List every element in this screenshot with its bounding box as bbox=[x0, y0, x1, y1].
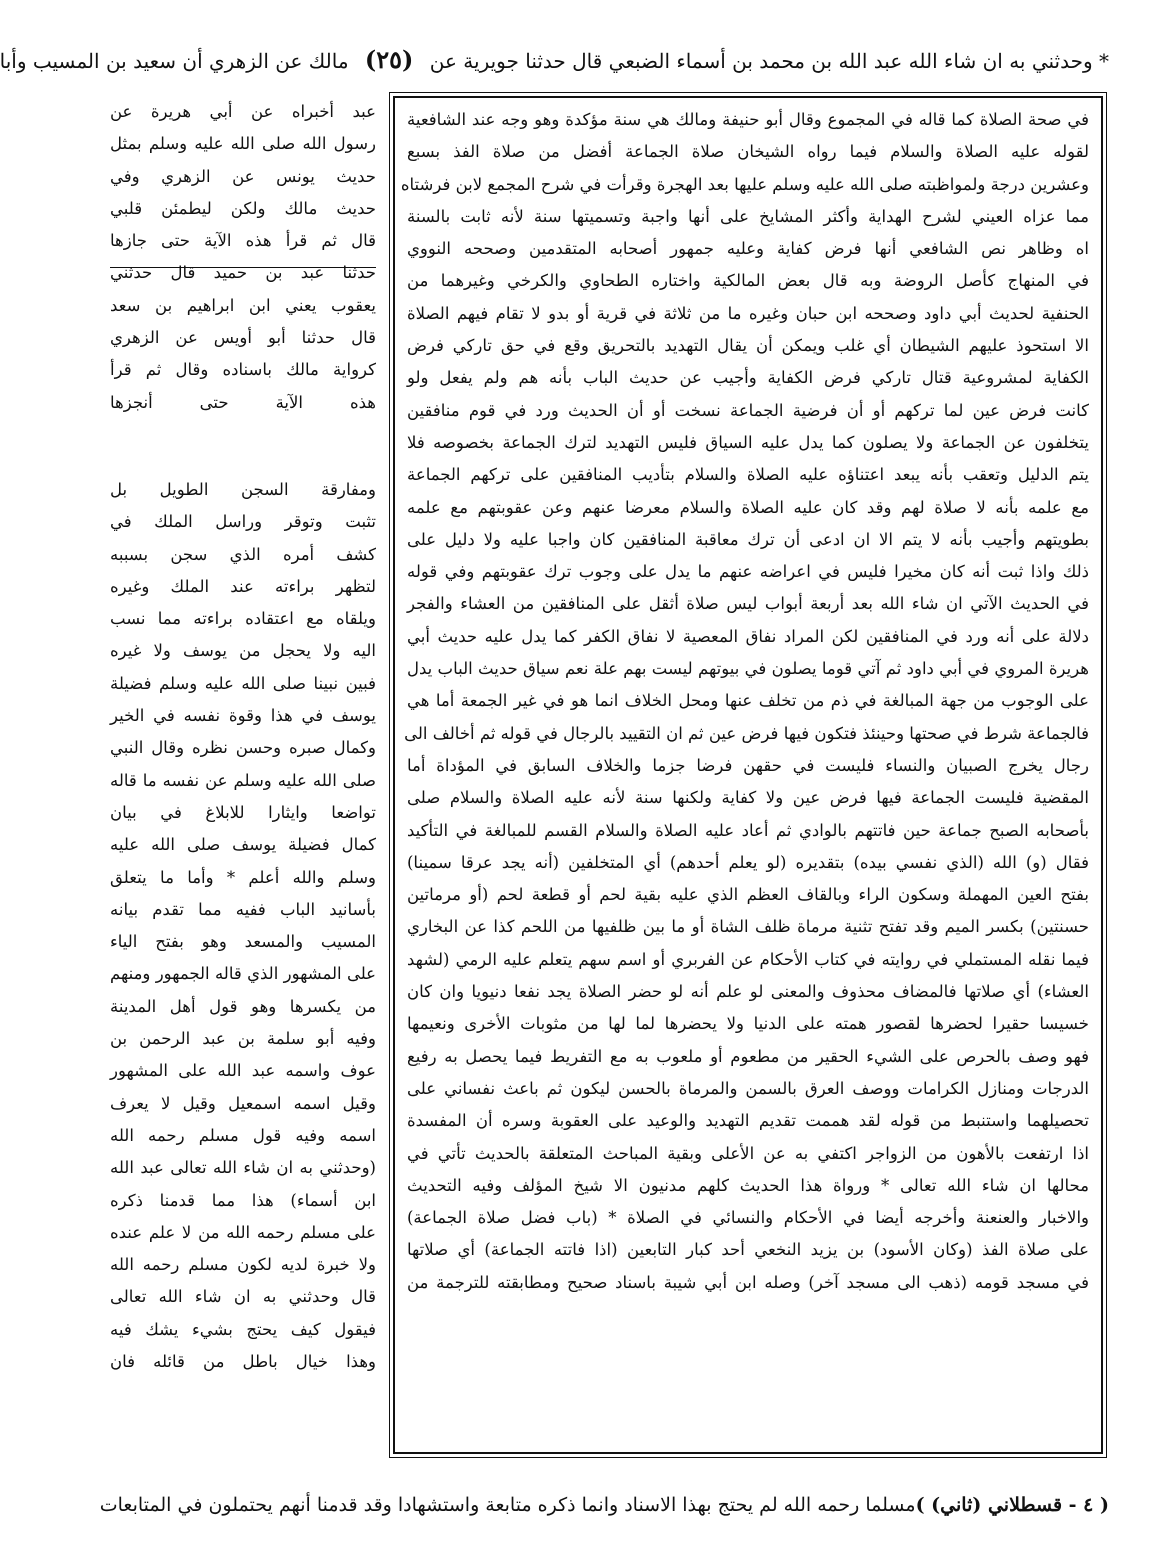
commentary-line: اه وظاهر نص الشافعي أنها فرض كفاية وعليه جمهور أصحابه المتقدمين وصححه النووي bbox=[407, 239, 1089, 259]
side-commentary-line: اسمه وفيه قول مسلم رحمه الله bbox=[110, 1125, 376, 1145]
commentary-line: هريرة المروي في أبي داود ثم آتي قوما يصلون في بيوتهم ليست بهم علة نعم سياق حديث الباب يدل bbox=[407, 659, 1089, 679]
commentary-line: والاخبار والعنعنة وأخرجه أيضا في الأحكام والنسائي في الصلاة * (باب فضل صلاة الجماعة) bbox=[407, 1208, 1089, 1228]
hadith-line: قال ثم قرأ هذه الآية حتى جازها bbox=[110, 231, 376, 251]
side-commentary-line: وسلم والله أعلم * وأما ما يتعلق bbox=[110, 867, 376, 887]
page-header bbox=[0, 38, 1109, 83]
commentary-line: فهو وصف بالحرص على الشيء الحقير من مطعوم أو ملعوب به مع التفريط فيما يحصل به رفيع bbox=[407, 1046, 1089, 1066]
commentary-line: دلالة على أنه ورد في المنافقين لكن المراد نفاق المعصية لا نفاق الكفر كما يدل عليه حديث أبي bbox=[407, 626, 1089, 646]
side-commentary-line: على المشهور الذي قاله الجمهور ومنهم bbox=[110, 964, 376, 984]
side-commentary-line: ومفارقة السجن الطويل بل bbox=[110, 480, 376, 499]
header-right-text: * وحدثني به ان شاء الله عبد الله بن محمد بن أسماء الضبعي قال حدثنا جويرية عن bbox=[429, 49, 1109, 73]
commentary-line: لقوله عليه الصلاة والسلام فيما رواه الشيخان صلاة الجماعة أفضل من صلاة الفذ بسبع bbox=[407, 142, 1089, 162]
commentary-line: خسيسا حقيرا لحضرها لقصور همته على الدنيا ولا يحضرها لما لها من مثوبات الأخرى ونعيمها bbox=[407, 1014, 1089, 1034]
side-commentary-line: عوف واسمه عبد الله على المشهور bbox=[110, 1061, 376, 1081]
side-commentary-line: ابن أسماء) هذا مما قدمنا ذكره bbox=[110, 1190, 376, 1210]
hadith-text-top bbox=[110, 96, 376, 412]
commentary-line: بفتح العين المهملة وسكون الراء وبالقاف العظم الذي عليه بقية لحم أو قطعة لحم (أو مرماتين bbox=[407, 885, 1089, 905]
commentary-line: فالجماعة شرط في صحتها وحينئذ فتكون فيها فرض عين ثم ان التقييد بالرجال في قوله ثم أخالف الى bbox=[404, 723, 1089, 743]
commentary-line: في المنهاج كأصل الروضة وبه قال بعض المالكية واختاره الطحاوي والكرخي وغيرهما من bbox=[407, 271, 1089, 291]
side-commentary-line: فبين نبينا صلى الله عليه وسلم فضيلة bbox=[110, 673, 376, 693]
footer-signature: ( ٤ - قسطلاني (ثاني) ) bbox=[915, 1494, 1109, 1516]
side-commentary-line: كمال فضيلة يوسف صلى الله عليه bbox=[110, 835, 376, 855]
side-commentary-line: على مسلم رحمه الله من لا علم عنده bbox=[110, 1222, 376, 1242]
side-commentary-line: فيقول كيف يحتج بشيء يشك فيه bbox=[110, 1319, 376, 1339]
side-commentary-line: (وحدثني به ان شاء الله تعالى عبد الله bbox=[110, 1158, 376, 1178]
side-commentary-line: المسيب والمسعد وهو بفتح الياء bbox=[110, 932, 376, 952]
commentary-line: الحنفية لحديث أبي داود وصححه ابن حبان وغيره ما من ثلاثة في قرية أو بدو لا تقام فيهم الصلاة bbox=[407, 303, 1089, 323]
commentary-line: في صحة الصلاة كما قاله في المجموع وقال أبو حنيفة ومالك هي سنة مؤكدة وهو وجه عند الشافعية bbox=[407, 110, 1089, 129]
side-commentary-line: وهذا خيال باطل من قائله فان bbox=[110, 1352, 376, 1372]
commentary-line: وعشرين درجة ولمواظبته صلى الله عليه وسلم عليها بعد الهجرة وقرأت في شرح المجمع لابن فرشتاه bbox=[400, 174, 1089, 194]
commentary-line: على صلاة الفذ (وكان الأسود) بن يزيد النخعي أحد كبار التابعين (اذا فاتته الجماعة) أي صلاتها bbox=[407, 1240, 1089, 1260]
commentary-line: على الوجوب من جهة المبالغة في ذم من تخلف عنها ومحل الخلاف انما هو في غير الجمعة أما هي bbox=[407, 691, 1089, 711]
commentary-line: فقال (و) الله (الذي نفسي بيده) بتقديره (لو يعلم أحدهم) أي المتخلفين (أنه يجد عرقا سمينا) bbox=[407, 852, 1089, 872]
commentary-line: محالها ان شاء الله تعالى * ورواة هذا الحديث كلهم مدنيون الا شيخ المؤلف وفيه التحديث bbox=[407, 1175, 1089, 1195]
side-commentary-line: يوسف في هذا وقوة نفسه في الخير bbox=[110, 706, 376, 726]
commentary-line: مع علمه بأنه لا صلاة لهم وقد كان عليه الصلاة والسلام معرضا عنهم وعن عقوبتهم مع علمه bbox=[407, 497, 1089, 517]
commentary-line: مما عزاه العيني لشرح الهداية وأكثر المشايخ على أنها واجبة وتسميتها سنة لأنه ثابت بالسنة bbox=[407, 206, 1089, 226]
hadith-line: حديث مالك ولكن ليطمئن قلبي bbox=[110, 198, 376, 218]
nawawi-commentary bbox=[110, 474, 376, 1459]
hadith-line: كرواية مالك باسناده وقال ثم قرأ bbox=[110, 360, 376, 380]
side-commentary-line: وفيه أبو سلمة بن عبد الرحمن بن bbox=[110, 1029, 376, 1049]
commentary-line: تحصيلهما واستنبط من قوله لقد هممت تقديم التهديد والوعيد على العقوبة وسره أن المفسدة bbox=[407, 1111, 1089, 1131]
commentary-line: الكفاية لمشروعية قتال تاركي فرض الكفاية وأجيب عن حديث الباب بأنه هم ولم يفعل ولو bbox=[407, 368, 1089, 388]
side-commentary-line: وكمال صبره وحسن نظره وقال النبي bbox=[110, 738, 376, 758]
hadith-line: حديث يونس عن الزهري وفي bbox=[110, 166, 376, 186]
commentary-line: فيما نقله المستملي في روايته في كتاب الأحكام عن الفربري أو اسم سهم يتعلم عليه الرمي (لشهد bbox=[407, 949, 1089, 969]
hadith-line: قال حدثنا أبو أويس عن الزهري bbox=[110, 328, 376, 348]
hadith-line: حدثنا عبد بن حميد قال حدثني bbox=[110, 263, 376, 283]
commentary-line: حسنتين) بكسر الميم وقد تفتح تثنية مرماة ظلف الشاة أو ما بين ظلفيها من اللحم كذا عن البخاري bbox=[407, 917, 1089, 937]
header-left-text: مالك عن الزهري أن سعيد بن المسيب وأبا bbox=[0, 49, 349, 73]
commentary-line: الا استحوذ عليهم الشيطان أي غلب ويمكن أن يقال التهديد بالتحريق وقع في حق تاركي فرض bbox=[407, 336, 1089, 356]
side-commentary-line: تواضعا وايثارا للابلاغ في بيان bbox=[110, 802, 376, 822]
commentary-frame bbox=[393, 96, 1103, 1454]
hadith-line: رسول الله صلى الله عليه وسلم بمثل bbox=[110, 134, 376, 154]
side-commentary-line: وقيل اسمه اسمعيل وقيل لا يعرف bbox=[110, 1093, 376, 1113]
commentary-line: رجال يخرج الصبيان والنساء فليست في حقهن فرضا جزما والخلاف السابق في المؤداة أما bbox=[407, 755, 1089, 775]
side-commentary-line: لتظهر براءته عند الملك وغيره bbox=[110, 576, 376, 596]
page-footer bbox=[99, 1485, 1109, 1525]
footer-text: مسلما رحمه الله لم يحتج بهذا الاسناد وانما ذكره متابعة واستشهادا وقد قدمنا أنهم يحتملون في المتابعات bbox=[99, 1494, 916, 1516]
commentary-line: ذلك واذا ثبت أنه كان مخيرا فليس في اعراضه عنهم ما يدل على وجوب ترك عقوبتهم وفي قوله bbox=[407, 562, 1089, 582]
side-commentary-line: ويلقاه مع اعتقاده براءته مما نسب bbox=[110, 609, 376, 629]
commentary-line: يتم الدليل وتعقب بأنه يبعد اعتناؤه عليه الصلاة والسلام بتأديب المنافقين على تركهم الجماعة bbox=[407, 465, 1089, 485]
column-divider bbox=[110, 267, 376, 268]
hadith-line: عبد أخبراه عن أبي هريرة عن bbox=[110, 102, 376, 121]
commentary-line: في مسجد قومه (ذهب الى مسجد آخر) وصله ابن أبي شيبة باسناد صحيح ومطابقته للترجمة من bbox=[407, 1272, 1089, 1292]
side-commentary-line: بأسانيد الباب ففيه مما تقدم بيانه bbox=[110, 899, 376, 919]
commentary-line: العشاء) أي صلاتها فالمضاف محذوف والمعنى لو علم أنه لو حضر الصلاة يجد نفعا دنيويا وان كان bbox=[407, 982, 1089, 1002]
side-commentary-line: صلى الله عليه وسلم عن نفسه ما قاله bbox=[110, 770, 376, 790]
side-commentary-line: تثبت وتوقر وراسل الملك في bbox=[110, 512, 376, 532]
commentary-line: يتخلفون عن الجماعة ولا يصلون كما يدل عليه السياق فليس التهديد لترك الجماعة بخصوصه فلا bbox=[407, 432, 1089, 452]
commentary-line: في الحديث الآتي ان شاء الله بعد أربعة أبواب ليس صلاة أثقل على المنافقين من العشاء والفجر bbox=[407, 594, 1089, 614]
side-commentary-line: قال وحدثني به ان شاء الله تعالى bbox=[110, 1287, 376, 1307]
commentary-line: الدرجات ومنازل الكرامات ووصف العرق بالسمن والمرماة بالحسن ليكون ثم باعث نفساني على bbox=[407, 1078, 1089, 1098]
side-commentary-line: ولا خبرة لديه لكون مسلم رحمه الله bbox=[110, 1255, 376, 1275]
side-commentary-line: من يكسرها وهو قول أهل المدينة bbox=[110, 996, 376, 1016]
commentary-line: بأصحابه الصبح جماعة حين فاتتهم بالوادي ثم أعاد عليه الصلاة والسلام القسم للمبالغة في التأكيد bbox=[407, 820, 1089, 840]
side-commentary-line: اليه ولا يحجل من يوسف ولا غيره bbox=[110, 641, 376, 661]
commentary-line: المقضية فليست الجماعة فيها فرض عين ولا كفاية ولكنها سنة لأنه عليه الصلاة والسلام صلى bbox=[407, 788, 1089, 808]
commentary-line: كانت فرض عين لما تركهم أو أن فرضية الجماعة نسخت أو أن الحديث ورد في قوم منافقين bbox=[407, 400, 1089, 420]
hadith-line: هذه الآية حتى أنجزها bbox=[110, 392, 376, 412]
page-number: (٢٥) bbox=[364, 45, 414, 74]
side-commentary-line: كشف أمره الذي سجن بسببه bbox=[110, 544, 376, 564]
commentary-line: اذا ارتفعت بالأهون من الزواجر اكتفي به عن الأعلى وبقية المباحث المتعلقة بالحديث تأتي في bbox=[407, 1143, 1089, 1163]
commentary-line: بطويتهم وأجيب بأنه لا يتم الا ان ادعى أن ترك معاقبة المنافقين كان واجبا عليه ولا دليل على bbox=[407, 529, 1089, 549]
hadith-line: يعقوب يعني ابن ابراهيم بن سعد bbox=[110, 295, 376, 315]
